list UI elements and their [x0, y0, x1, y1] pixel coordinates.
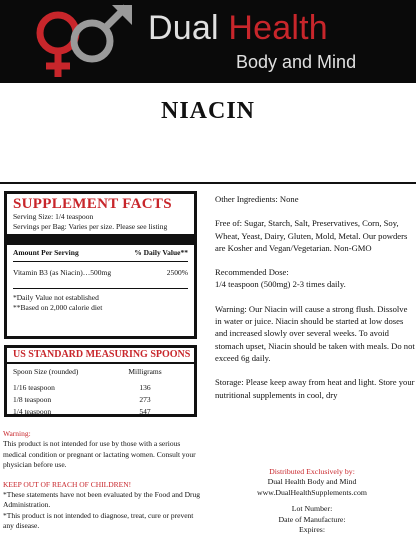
amount-header: Amount Per Serving: [13, 248, 79, 257]
supplement-facts-title: SUPPLEMENT FACTS: [13, 196, 172, 212]
spoon-size: 1/16 teaspoon: [13, 383, 55, 392]
facts-header-row: [13, 248, 188, 258]
daily-value-note: *Daily Value not established: [13, 293, 99, 302]
keep-out-notice: KEEP OUT OF REACH OF CHILDREN!: [3, 479, 132, 489]
table-row: [13, 406, 188, 418]
storage-instructions: Storage: Please keep away from heat and light. Store your nutritional supplements in cool, dry: [215, 377, 415, 400]
spoon-size: 1/4 teaspoon: [13, 407, 52, 416]
ingredient-row: [13, 268, 188, 278]
brand-name: [148, 9, 328, 48]
dose-text: 1/4 teaspoon (500mg) 2-3 times daily.: [215, 279, 346, 290]
free-of-list: Free of: Sugar, Starch, Salt, Preservatives, Corn, Soy, Wheat, Yeast, Dairy, Gluten, Mold, Metal. Our powders are Kosher and Vegan/Vegetarian. Non-GMO: [215, 218, 408, 253]
table-row: [13, 394, 188, 406]
distributor-name: Dual Health Body and Mind: [267, 477, 357, 487]
section-divider: [0, 182, 416, 184]
milligrams-header: Milligrams: [128, 367, 162, 376]
other-ingredients: Other Ingredients: None: [215, 194, 299, 204]
milligrams: 136: [139, 383, 151, 392]
product-info-column: [215, 193, 415, 401]
spoons-table: [13, 366, 188, 418]
spoons-title: US STANDARD MEASURING SPOONS: [13, 349, 191, 360]
facts-thick-rule: [7, 234, 194, 245]
brand-name-dual: Dual: [148, 9, 229, 47]
ingredient-name: Vitamin B3 (as Niacin)…500mg: [13, 268, 112, 277]
facts-rule-2: [13, 288, 188, 289]
measuring-spoons-panel: [4, 345, 197, 417]
spoons-rule: [7, 362, 194, 364]
facts-rule: [13, 261, 188, 262]
supplement-facts-panel: [4, 191, 197, 339]
fda-disclaimer: *This product is not intended to diagnose, treat, cure or prevent any disease.: [3, 510, 194, 531]
manufacture-date: Date of Manufacture:: [278, 514, 346, 524]
calorie-note: **Based on 2,000 calorie diet: [13, 303, 103, 312]
spoons-header-row: [13, 366, 188, 378]
male-female-symbols-logo-icon: [22, 3, 140, 81]
lot-number: Lot Number:: [291, 504, 333, 514]
table-row: [13, 382, 188, 394]
brand-banner: [0, 0, 416, 83]
niacin-warning: Warning: Our Niacin will cause a strong flush. Dissolve in water or juice. Niacin should be started at low doses and increased slowly over several weeks. To avoid stomach upset, Niacin should be taken with meals. Do not exceed 6g daily.: [215, 303, 415, 363]
warning-text: This product is not intended for use by those with a serious medical condition or pregnant or lactating women. Consult your physician before use.: [3, 439, 196, 470]
servings-per-bag: Servings per Bag: Varies per size. Please see listing: [13, 222, 168, 231]
milligrams: 547: [139, 407, 151, 416]
expiry-date: Expires:: [299, 525, 325, 535]
ingredient-dv: 2500%: [166, 268, 188, 277]
fda-statement: *These statements have not been evaluated by the Food and Drug Administration.: [3, 490, 201, 510]
dose-heading: Recommended Dose:: [215, 267, 289, 278]
spoon-size: 1/8 teaspoon: [13, 395, 52, 404]
milligrams: 273: [139, 395, 151, 404]
distributor-heading: Distributed Exclusively by:: [269, 467, 355, 476]
product-title: NIACIN: [160, 98, 255, 124]
warnings-block: [3, 429, 203, 532]
serving-size: Serving Size: 1/4 teaspoon: [13, 212, 94, 221]
spoon-size-header: Spoon Size (rounded): [13, 367, 79, 376]
distributor-block: [215, 467, 409, 535]
distributor-website: www.DualHealthSupplements.com: [257, 487, 367, 497]
dv-header: % Daily Value**: [134, 248, 188, 257]
brand-name-health: Health: [228, 9, 328, 47]
brand-tagline: Body and Mind: [236, 52, 357, 72]
warning-heading: Warning:: [3, 429, 31, 438]
